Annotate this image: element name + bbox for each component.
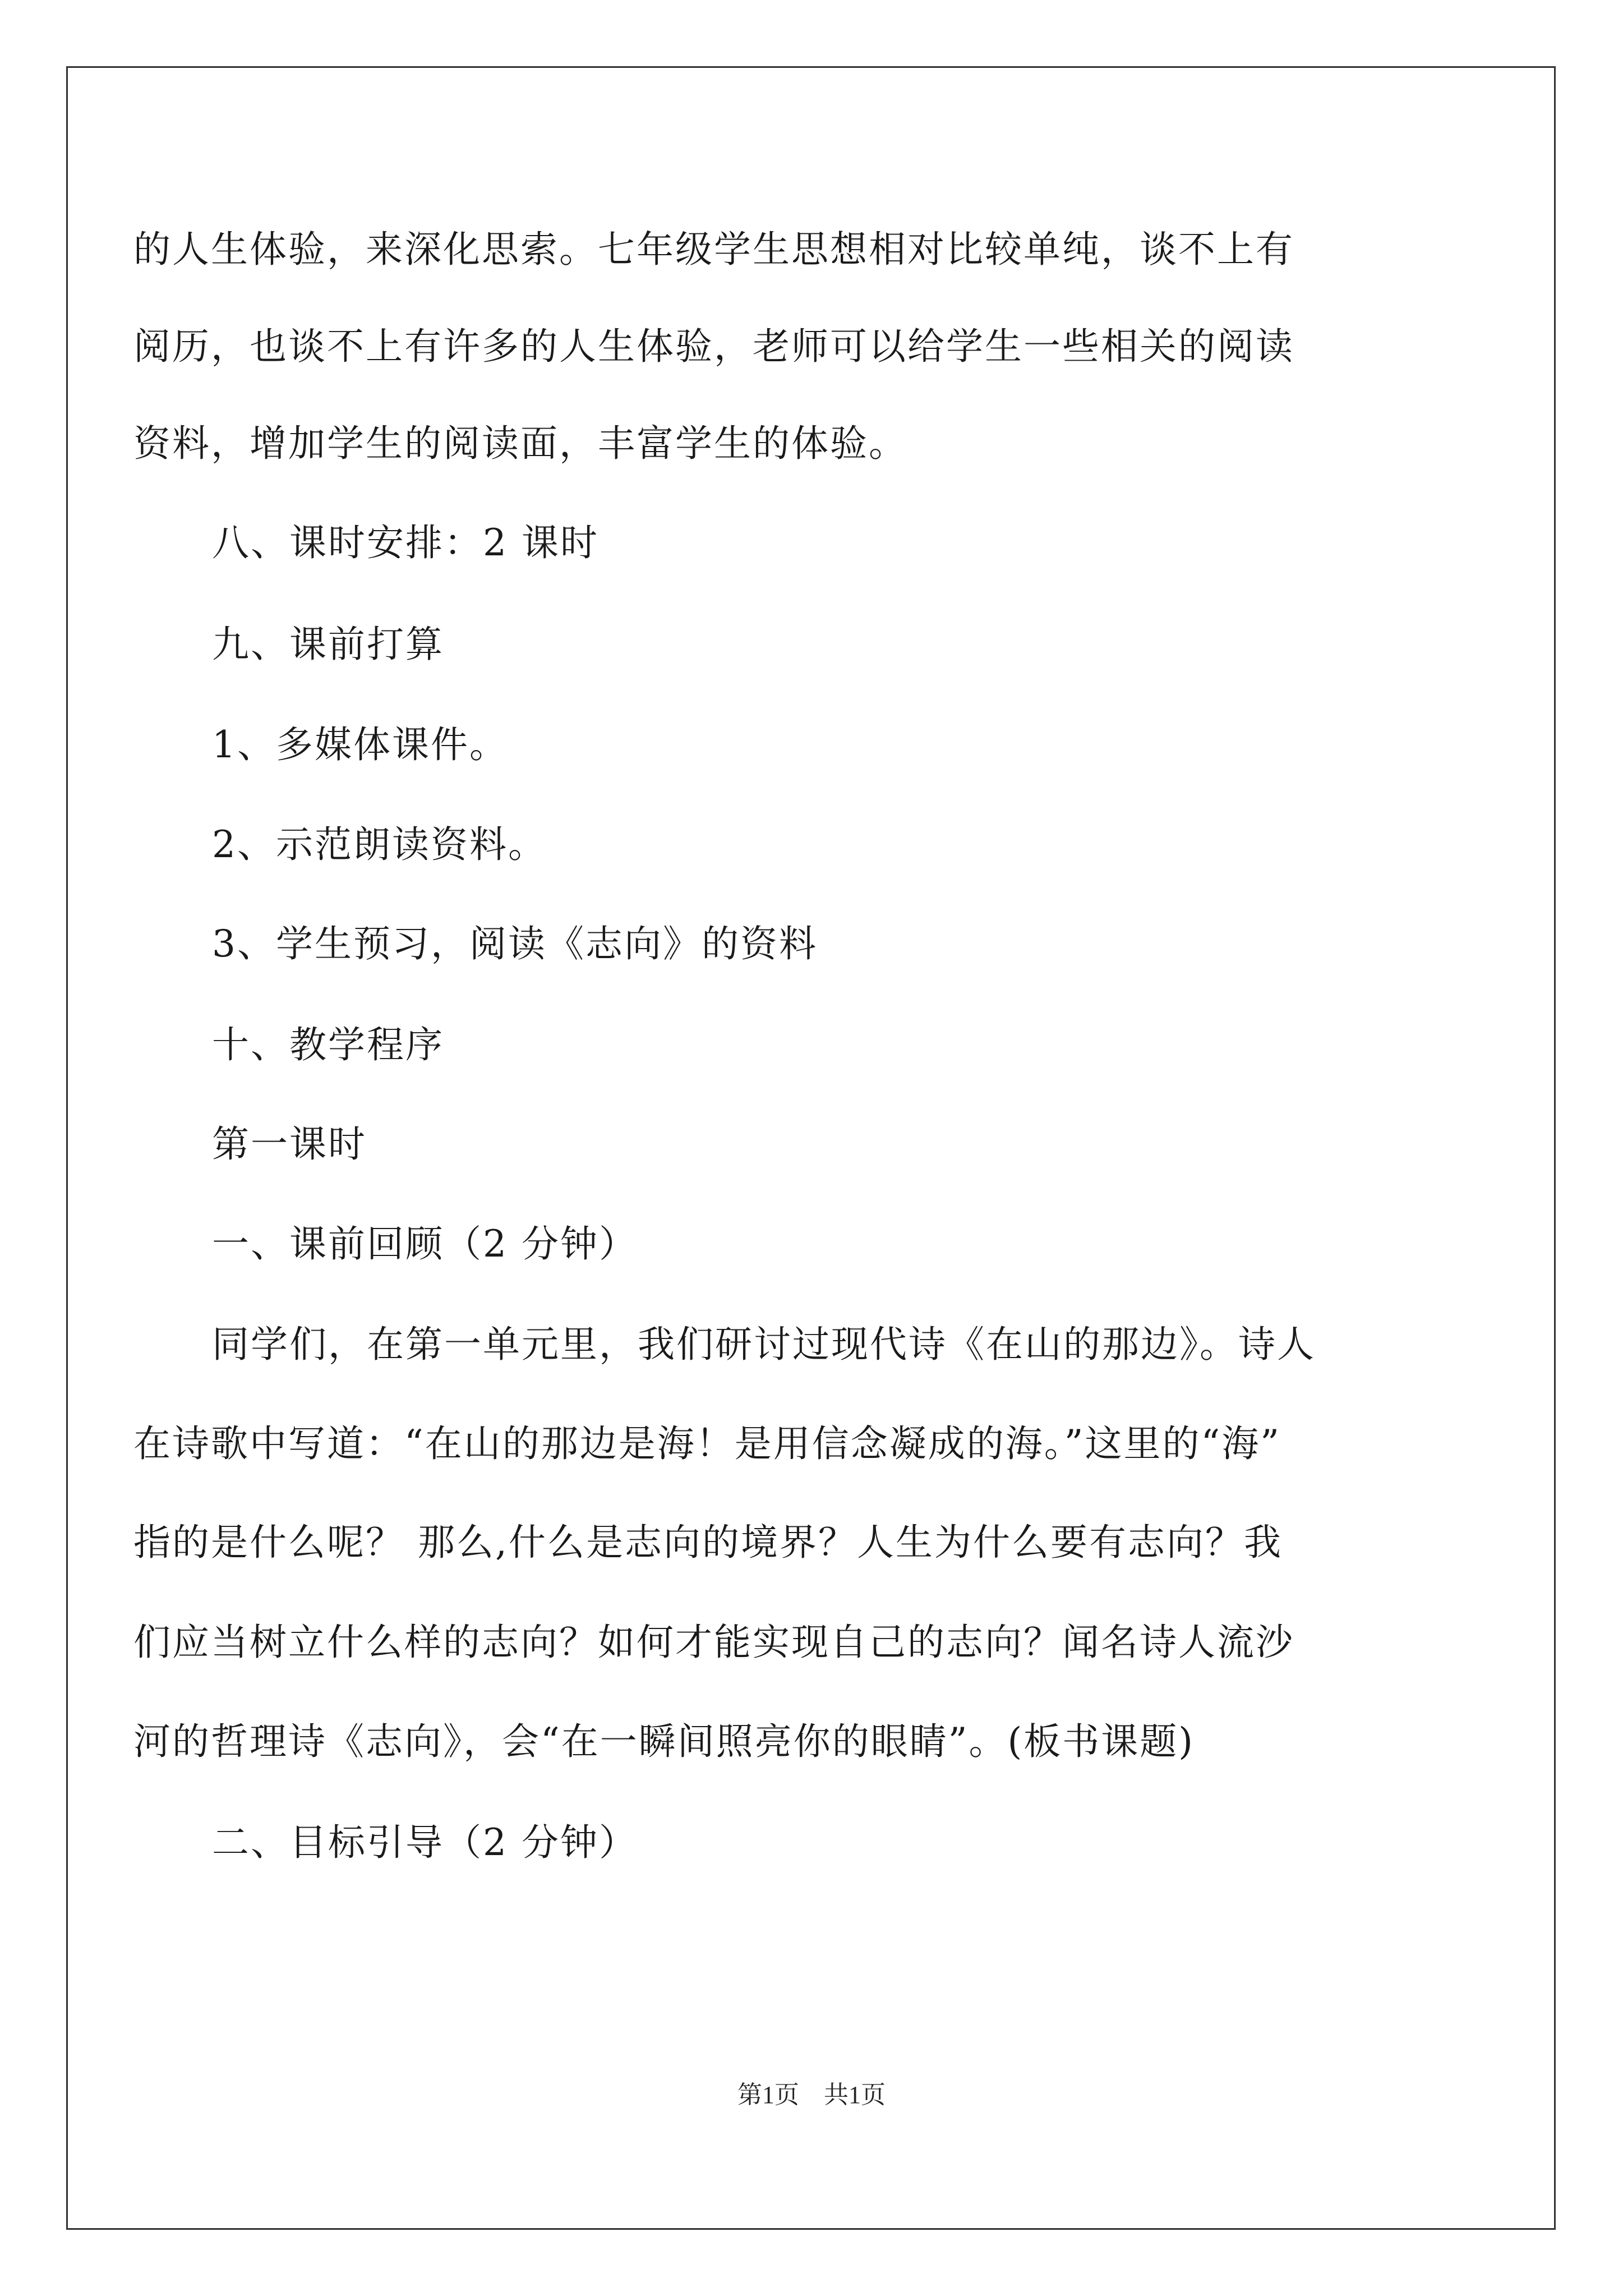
paragraph-line: 同学们，在第一单元里，我们研讨过现代诗《在山的那边》。诗人: [212, 1323, 1316, 1366]
paragraph-line: 指的是什么呢？ 那么,什么是志向的境界？人生为什么要有志向？我: [133, 1521, 1283, 1564]
list-item: 3、学生预习，阅读《志向》的资料: [212, 922, 818, 965]
list-item: 2、示范朗读资料。: [212, 823, 547, 866]
paragraph-line: 阅历，也谈不上有许多的人生体验，老师可以给学生一些相关的阅读: [133, 325, 1294, 368]
section-heading: 二、目标引导（2 分钟）: [212, 1821, 638, 1864]
paragraph-line: 们应当树立什么样的志向？如何才能实现自己的志向？闻名诗人流沙: [133, 1621, 1294, 1664]
list-item: 1、多媒体课件。: [212, 723, 508, 766]
section-heading: 第一课时: [212, 1122, 367, 1166]
paragraph-line: 资料，增加学生的阅读面，丰富学生的体验。: [133, 422, 907, 465]
paragraph-line: 在诗歌中写道：“在山的那边是海！是用信念凝成的海。”这里的“海”: [133, 1422, 1281, 1465]
page-number: 第1页 共1页: [737, 2081, 886, 2109]
section-heading: 十、教学程序: [212, 1023, 444, 1066]
paragraph-line: 的人生体验，来深化思索。七年级学生思想相对比较单纯，谈不上有: [133, 228, 1294, 271]
paragraph-line: 河的哲理诗《志向》，会“在一瞬间照亮你的眼睛”。(板书课题): [133, 1720, 1195, 1763]
section-heading: 八、课时安排：2 课时: [212, 521, 599, 564]
section-heading: 一、课前回顾（2 分钟）: [212, 1222, 638, 1266]
section-heading: 九、课前打算: [212, 623, 444, 666]
